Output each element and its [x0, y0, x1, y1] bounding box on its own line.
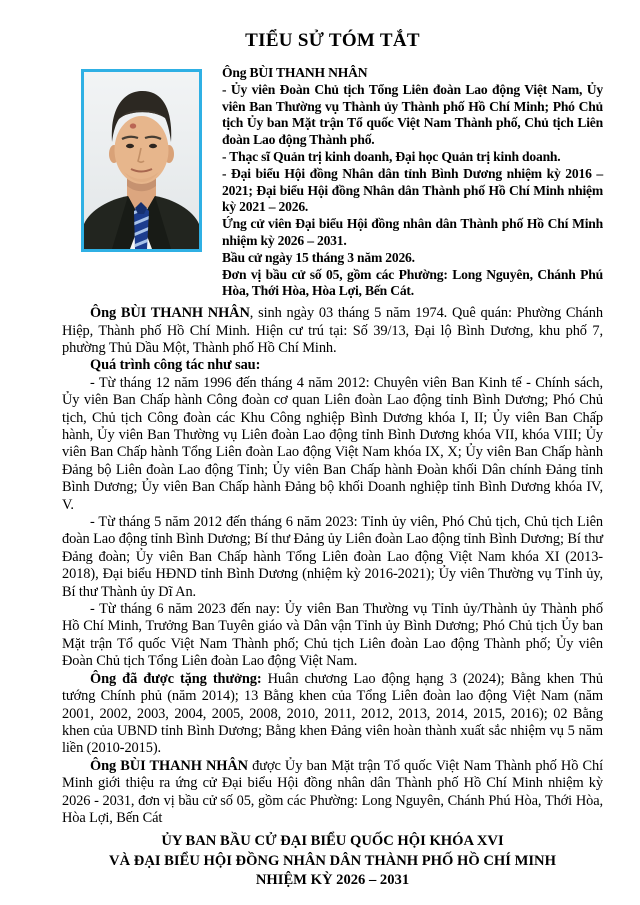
- paragraph-text: - Từ tháng 12 năm 1996 đến tháng 4 năm 2012: Chuyên viên Ban Kinh tế - Chính sách, Ủy viên Ban Chấp hành Công đoàn cơ quan Liên đoàn Lao động tỉnh Bình Dương; Phó Chủ tịch, Chủ tịch Công đoàn các Khu Công nghiệp Bình Dương khóa I, II; Ủy viên Ban Chấp hành, Ủy viên Ban Thường vụ Liên đoàn Lao động tỉnh Bình Dương khóa VII, khóa VIII; Ủy viên Ban Chấp hành Tổng Liên đoàn Lao động Việt Nam khóa IX, X; Ủy viên Ban Chấp hành Đảng bộ Liên đoàn Lao động Tỉnh; Ủy viên Ban Chấp hành Đoàn khối Dân chính Đảng tỉnh Bình Dương; Ủy viên Ban Chấp hành Đảng bộ khối Doanh nghiệp tỉnh Bình Dương khóa IV, V.: [62, 374, 603, 513]
- profile-intro-line: Đơn vị bầu cử số 05, gồm các Phường: Long Nguyên, Chánh Phú Hòa, Thới Hòa, Hòa Lợi, Bến Cát.: [222, 266, 603, 299]
- profile-intro-line: - Ủy viên Đoàn Chủ tịch Tổng Liên đoàn Lao động Việt Nam, Ủy viên Ban Thường vụ Thành ủy Thành phố Hồ Chí Minh; Phó Chủ tịch Ủy ban Mặt trận Tổ quốc Việt Nam Thành phố, Chủ tịch Liên đoàn Lao động Thành phố.: [222, 81, 603, 148]
- profile-intro-list: [222, 65, 603, 300]
- portrait-photo: [81, 69, 202, 252]
- profile-intro-line: Ứng cử viên Đại biểu Hội đồng nhân dân Thành phố Hồ Chí Minh nhiệm kỳ 2026 – 2031.: [222, 216, 603, 248]
- document-title: TIỂU SỬ TÓM TẮT: [245, 30, 420, 51]
- biography-paragraph: [62, 758, 603, 828]
- biography-paragraph: [62, 357, 603, 374]
- paragraph-text: - Từ tháng 5 năm 2012 đến tháng 6 năm 2023: Tỉnh ủy viên, Phó Chủ tịch, Chủ tịch Liên đoàn Lao động tỉnh Bình Dương; Bí thư Đảng ủy Liên đoàn Lao động tỉnh Bình Dương; Bí thư Đảng đoàn; Ủy viên Ban Chấp hành Tổng Liên đoàn Lao động Việt Nam khóa XI (2013-2018), Đại biểu HĐND tỉnh Bình Dương (nhiệm kỳ 2016-2021); Ủy viên Thường vụ Tỉnh ủy, Bí thư Thành ủy Dĩ An.: [62, 514, 603, 600]
- paragraph-text: , sinh ngày 03 tháng 5 năm 1974. Quê quán: Phường Chánh Hiệp, Thành phố Hồ Chí Minh. Hiện cư trú tại: Số 39/13, Đại lộ Bình Dương, khu phố 7, phường Thủ Dầu Một, Thành phố Hồ Chí Minh.: [62, 305, 603, 356]
- biography-body: [62, 305, 603, 827]
- paragraph-lead-bold: Ông BÙI THANH NHÂN: [90, 305, 250, 322]
- portrait-photo-image: [81, 69, 202, 252]
- biography-paragraph: [62, 671, 603, 758]
- paragraph-lead-bold: Ông BÙI THANH NHÂN: [90, 757, 248, 774]
- biography-paragraph: [62, 514, 603, 601]
- biography-paragraph: [62, 375, 603, 514]
- footer-line: NHIỆM KỲ 2026 – 2031: [255, 871, 410, 888]
- footer-committee-block: [62, 832, 603, 890]
- paragraph-lead-bold: Quá trình công tác như sau:: [90, 357, 261, 374]
- paragraph-text: được Ủy ban Mặt trận Tổ quốc Việt Nam Thành phố Hồ Chí Minh giới thiệu ra ứng cử Đại biểu Hội đồng nhân dân Thành phố Hồ Chí Minh nhiệm kỳ 2026 - 2031, đơn vị bầu cử số 05, gồm các Phường: Long Nguyên, Chánh Phú Hòa, Thới Hòa, Hòa Lợi, Bến Cát: [62, 757, 603, 826]
- footer-line: ỦY BAN BẦU CỬ ĐẠI BIỂU QUỐC HỘI KHÓA XVI: [161, 833, 504, 850]
- profile-intro-line: - Thạc sĩ Quản trị kinh doanh, Đại học Quản trị kinh doanh.: [222, 148, 561, 164]
- profile-intro-line: Ông BÙI THANH NHÂN: [222, 65, 368, 80]
- biography-paragraph: [62, 305, 603, 357]
- profile-intro-line: - Đại biểu Hội đồng Nhân dân tỉnh Bình Dương nhiệm kỳ 2016 – 2021; Đại biểu Hội đồng Nhân dân Thành phố Hồ Chí Minh nhiệm kỳ 2021 – 2026.: [222, 165, 603, 215]
- profile-intro-line: Bầu cử ngày 15 tháng 3 năm 2026.: [222, 249, 415, 265]
- biography-paragraph: [62, 601, 603, 671]
- paragraph-text: Huân chương Lao động hạng 3 (2024); Bằng khen Thủ tướng Chính phủ (năm 2014); 13 Bằng khen của Tổng Liên đoàn lao động Việt Nam (năm 2001, 2002, 2003, 2004, 2005, 2008, 2010, 2011, 2012, 2013, 2014, 2015, 2016); 02 Bằng khen của UBND tỉnh Bình Dương; Bằng khen Đảng viên hoàn thành xuất sắc nhiệm vụ 5 năm liền (2010-2015).: [62, 670, 603, 757]
- paragraph-text: - Từ tháng 6 năm 2023 đến nay: Ủy viên Ban Thường vụ Tỉnh ủy/Thành ủy Thành phố Hồ Chí Minh, Trưởng Ban Tuyên giáo và Dân vận Tỉnh ủy Bình Dương; Phó Chủ tịch Ủy ban Mặt trận Tổ quốc Việt Nam Thành phố; Chủ tịch Liên đoàn Lao động Thành phố; Ủy viên Đoàn Chủ tịch Tổng Liên đoàn Lao động Việt Nam.: [62, 601, 603, 670]
- footer-line: VÀ ĐẠI BIỂU HỘI ĐỒNG NHÂN DÂN THÀNH PHỐ HỒ CHÍ MINH: [109, 852, 556, 869]
- header-section: [62, 65, 603, 300]
- paragraph-lead-bold: Ông đã được tặng thưởng:: [90, 670, 262, 687]
